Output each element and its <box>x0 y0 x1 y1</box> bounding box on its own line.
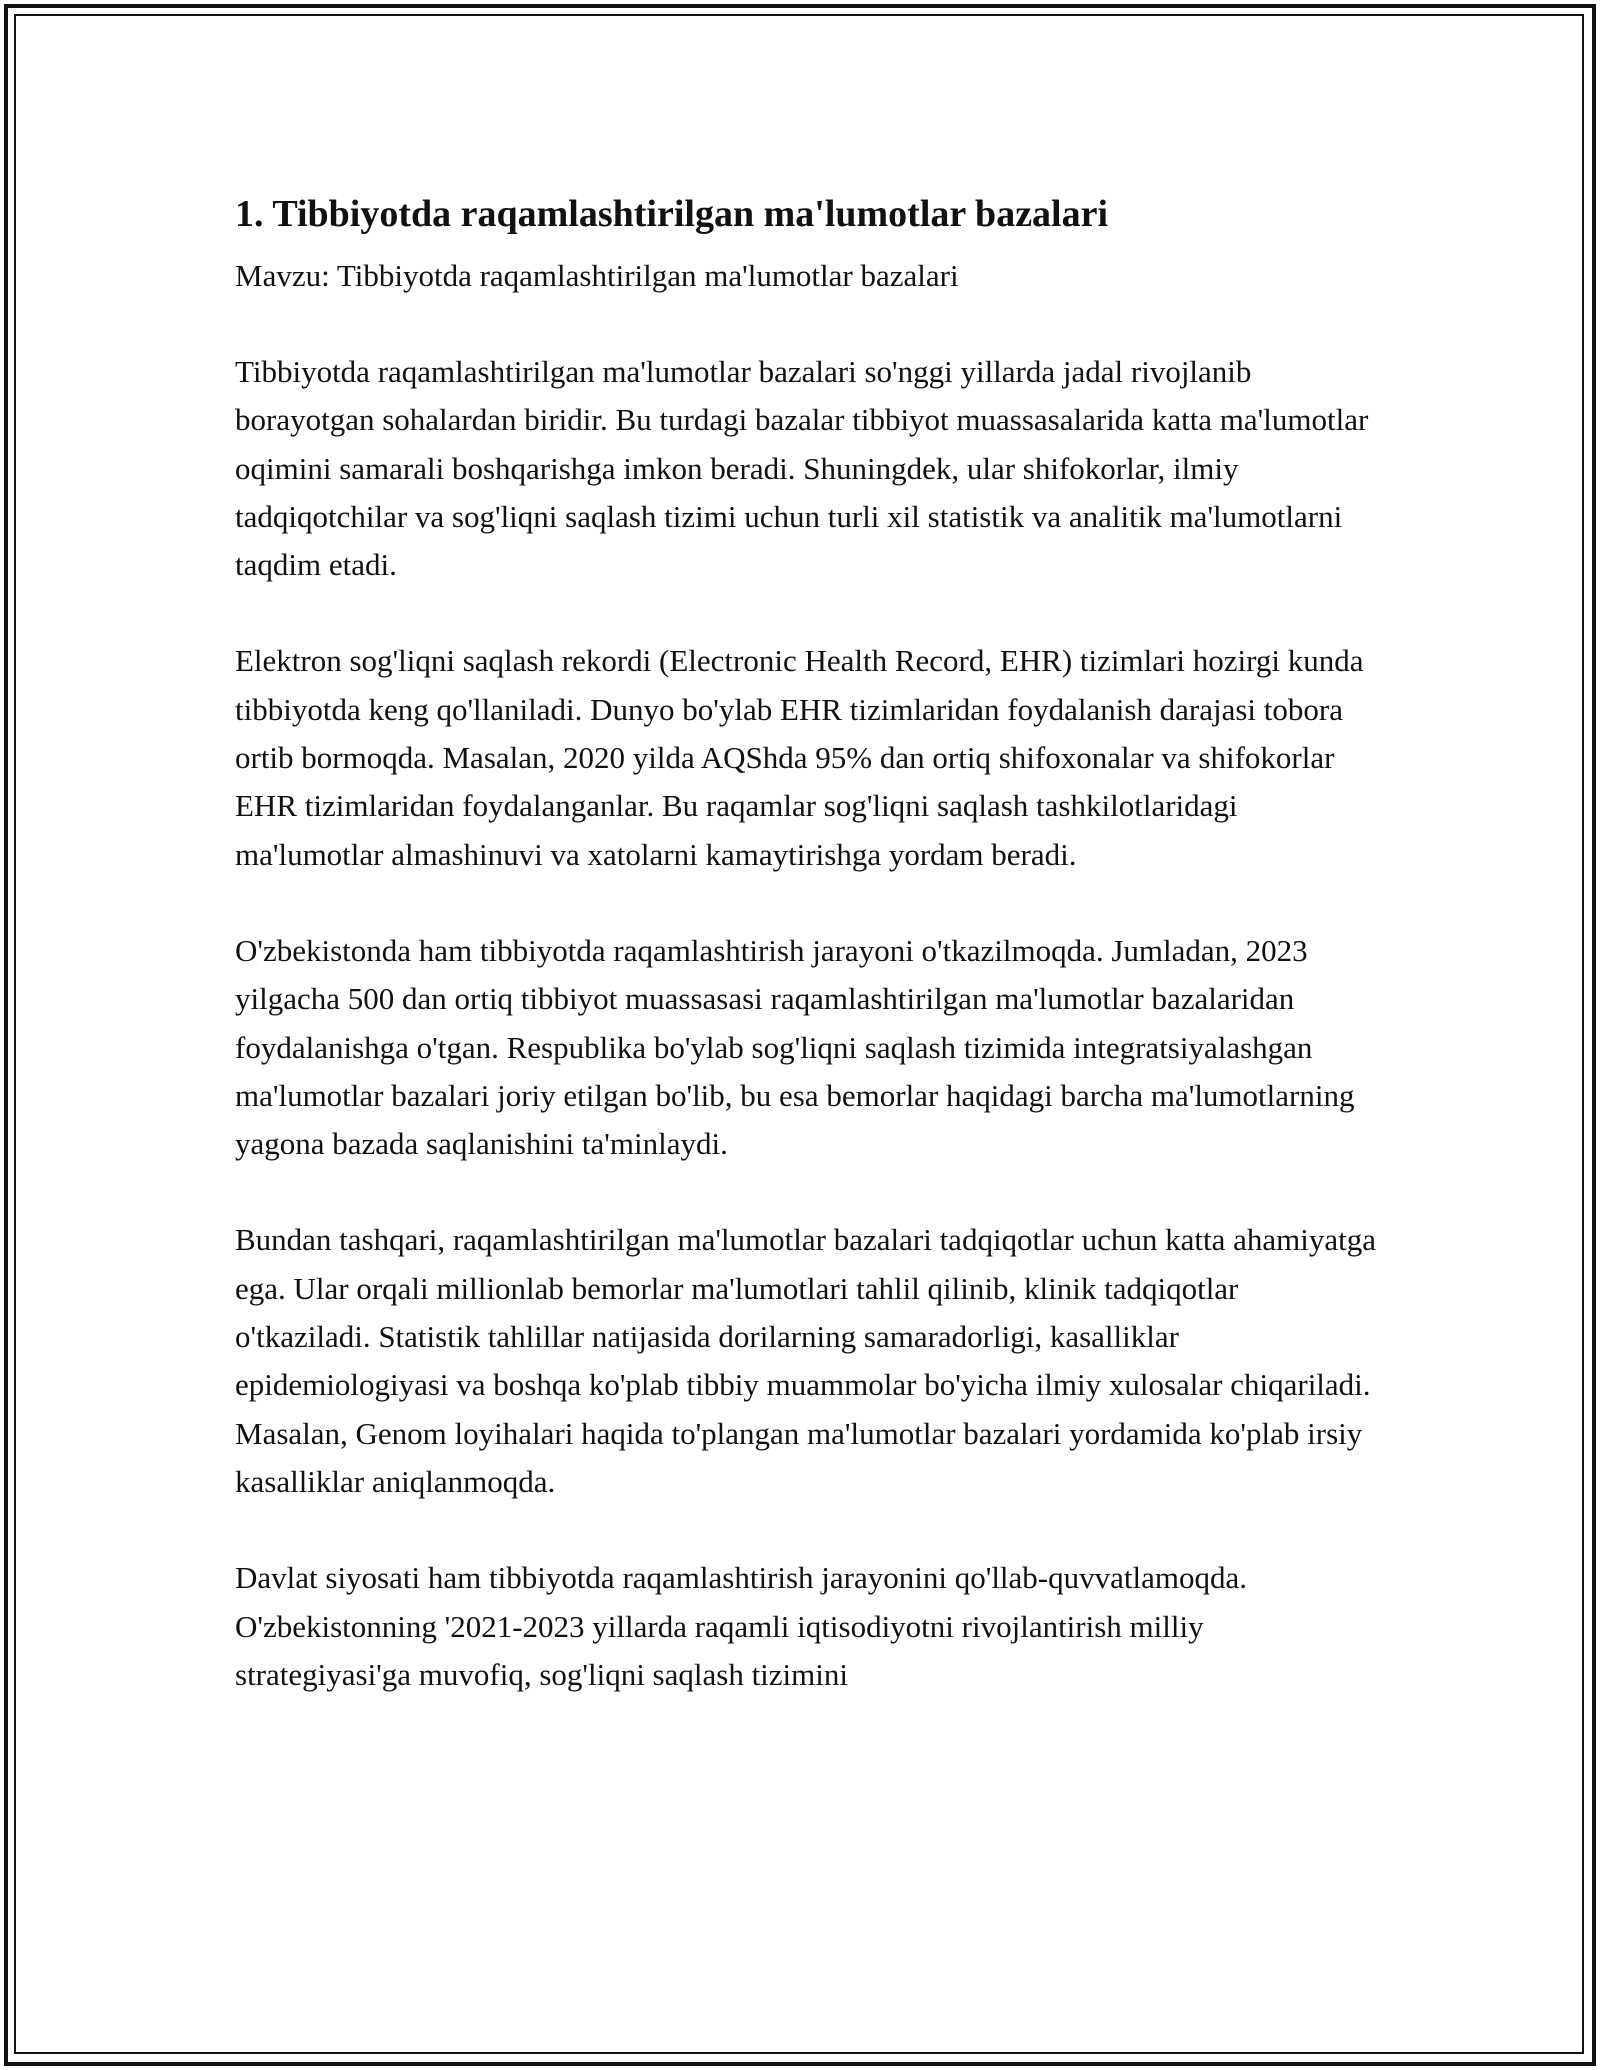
document-body <box>235 186 1380 1699</box>
paragraph-4: Bundan tashqari, raqamlashtirilgan ma'lumotlar bazalari tadqiqotlar uchun katta ahamiyatga ega. Ular orqali millionlab bemorlar ma'lumotlari tahlil qilinib, klinik tadqiqotlar o'tkaziladi. Statistik tahlillar natijasida dorilarning samaradorligi, kasalliklar epidemiologiyasi va boshqa ko'plab tibbiy muammolar bo'yicha ilmiy xulosalar chiqariladi. Masalan, Genom loyihalari haqida to'plangan ma'lumotlar bazalari yordamida ko'plab irsiy kasalliklar aniqlanmoqda. <box>235 1222 1376 1499</box>
paragraph-5: Davlat siyosati ham tibbiyotda raqamlashtirish jarayonini qo'llab-quvvatlamoqda. O'zbekistonning '2021-2023 yillarda raqamli iqtisodiyotni rivojlantirish milliy strategiyasi'ga muvofiq, sog'liqni saqlash tizimini <box>235 1560 1247 1692</box>
document-title: 1. Tibbiyotda raqamlashtirilgan ma'lumotlar bazalari <box>235 193 1109 235</box>
paragraph-3: O'zbekistonda ham tibbiyotda raqamlashtirish jarayoni o'tkazilmoqda. Jumladan, 2023 yilgacha 500 dan ortiq tibbiyot muassasasi raqamlashtirilgan ma'lumotlar bazalaridan foydalanishga o'tgan. Respublika bo'ylab sog'liqni saqlash tizimida integratsiyalashgan ma'lumotlar bazalari joriy etilgan bo'lib, bu esa bemorlar haqidagi barcha ma'lumotlarning yagona bazada saqlanishini ta'minlaydi. <box>235 932 1355 1162</box>
paragraph-2: Elektron sog'liqni saqlash rekordi (Electronic Health Record, EHR) tizimlari hozirgi kunda tibbiyotda keng qo'llaniladi. Dunyo bo'ylab EHR tizimlaridan foydalanish darajasi tobora ortib bormoqda. Masalan, 2020 yilda AQShda 95% dan ortiq shifoxonalar va shifokorlar EHR tizimlaridan foydalanganlar. Bu raqamlar sog'liqni saqlash tashkilotlaridagi ma'lumotlar almashinuvi va xatolarni kamaytirishga yordam beradi. <box>235 643 1364 872</box>
subject-line: Mavzu: Tibbiyotda raqamlashtirilgan ma'lumotlar bazalari <box>235 258 959 293</box>
paragraph-1: Tibbiyotda raqamlashtirilgan ma'lumotlar bazalari so'nggi yillarda jadal rivojlanib borayotgan sohalardan biridir. Bu turdagi bazalar tibbiyot muassasalarida katta ma'lumotlar oqimini samarali boshqarishga imkon beradi. Shuningdek, ular shifokorlar, ilmiy tadqiqotchilar va sog'liqni saqlash tizimi uchun turli xil statistik va analitik ma'lumotlarni taqdim etadi. <box>235 354 1369 583</box>
